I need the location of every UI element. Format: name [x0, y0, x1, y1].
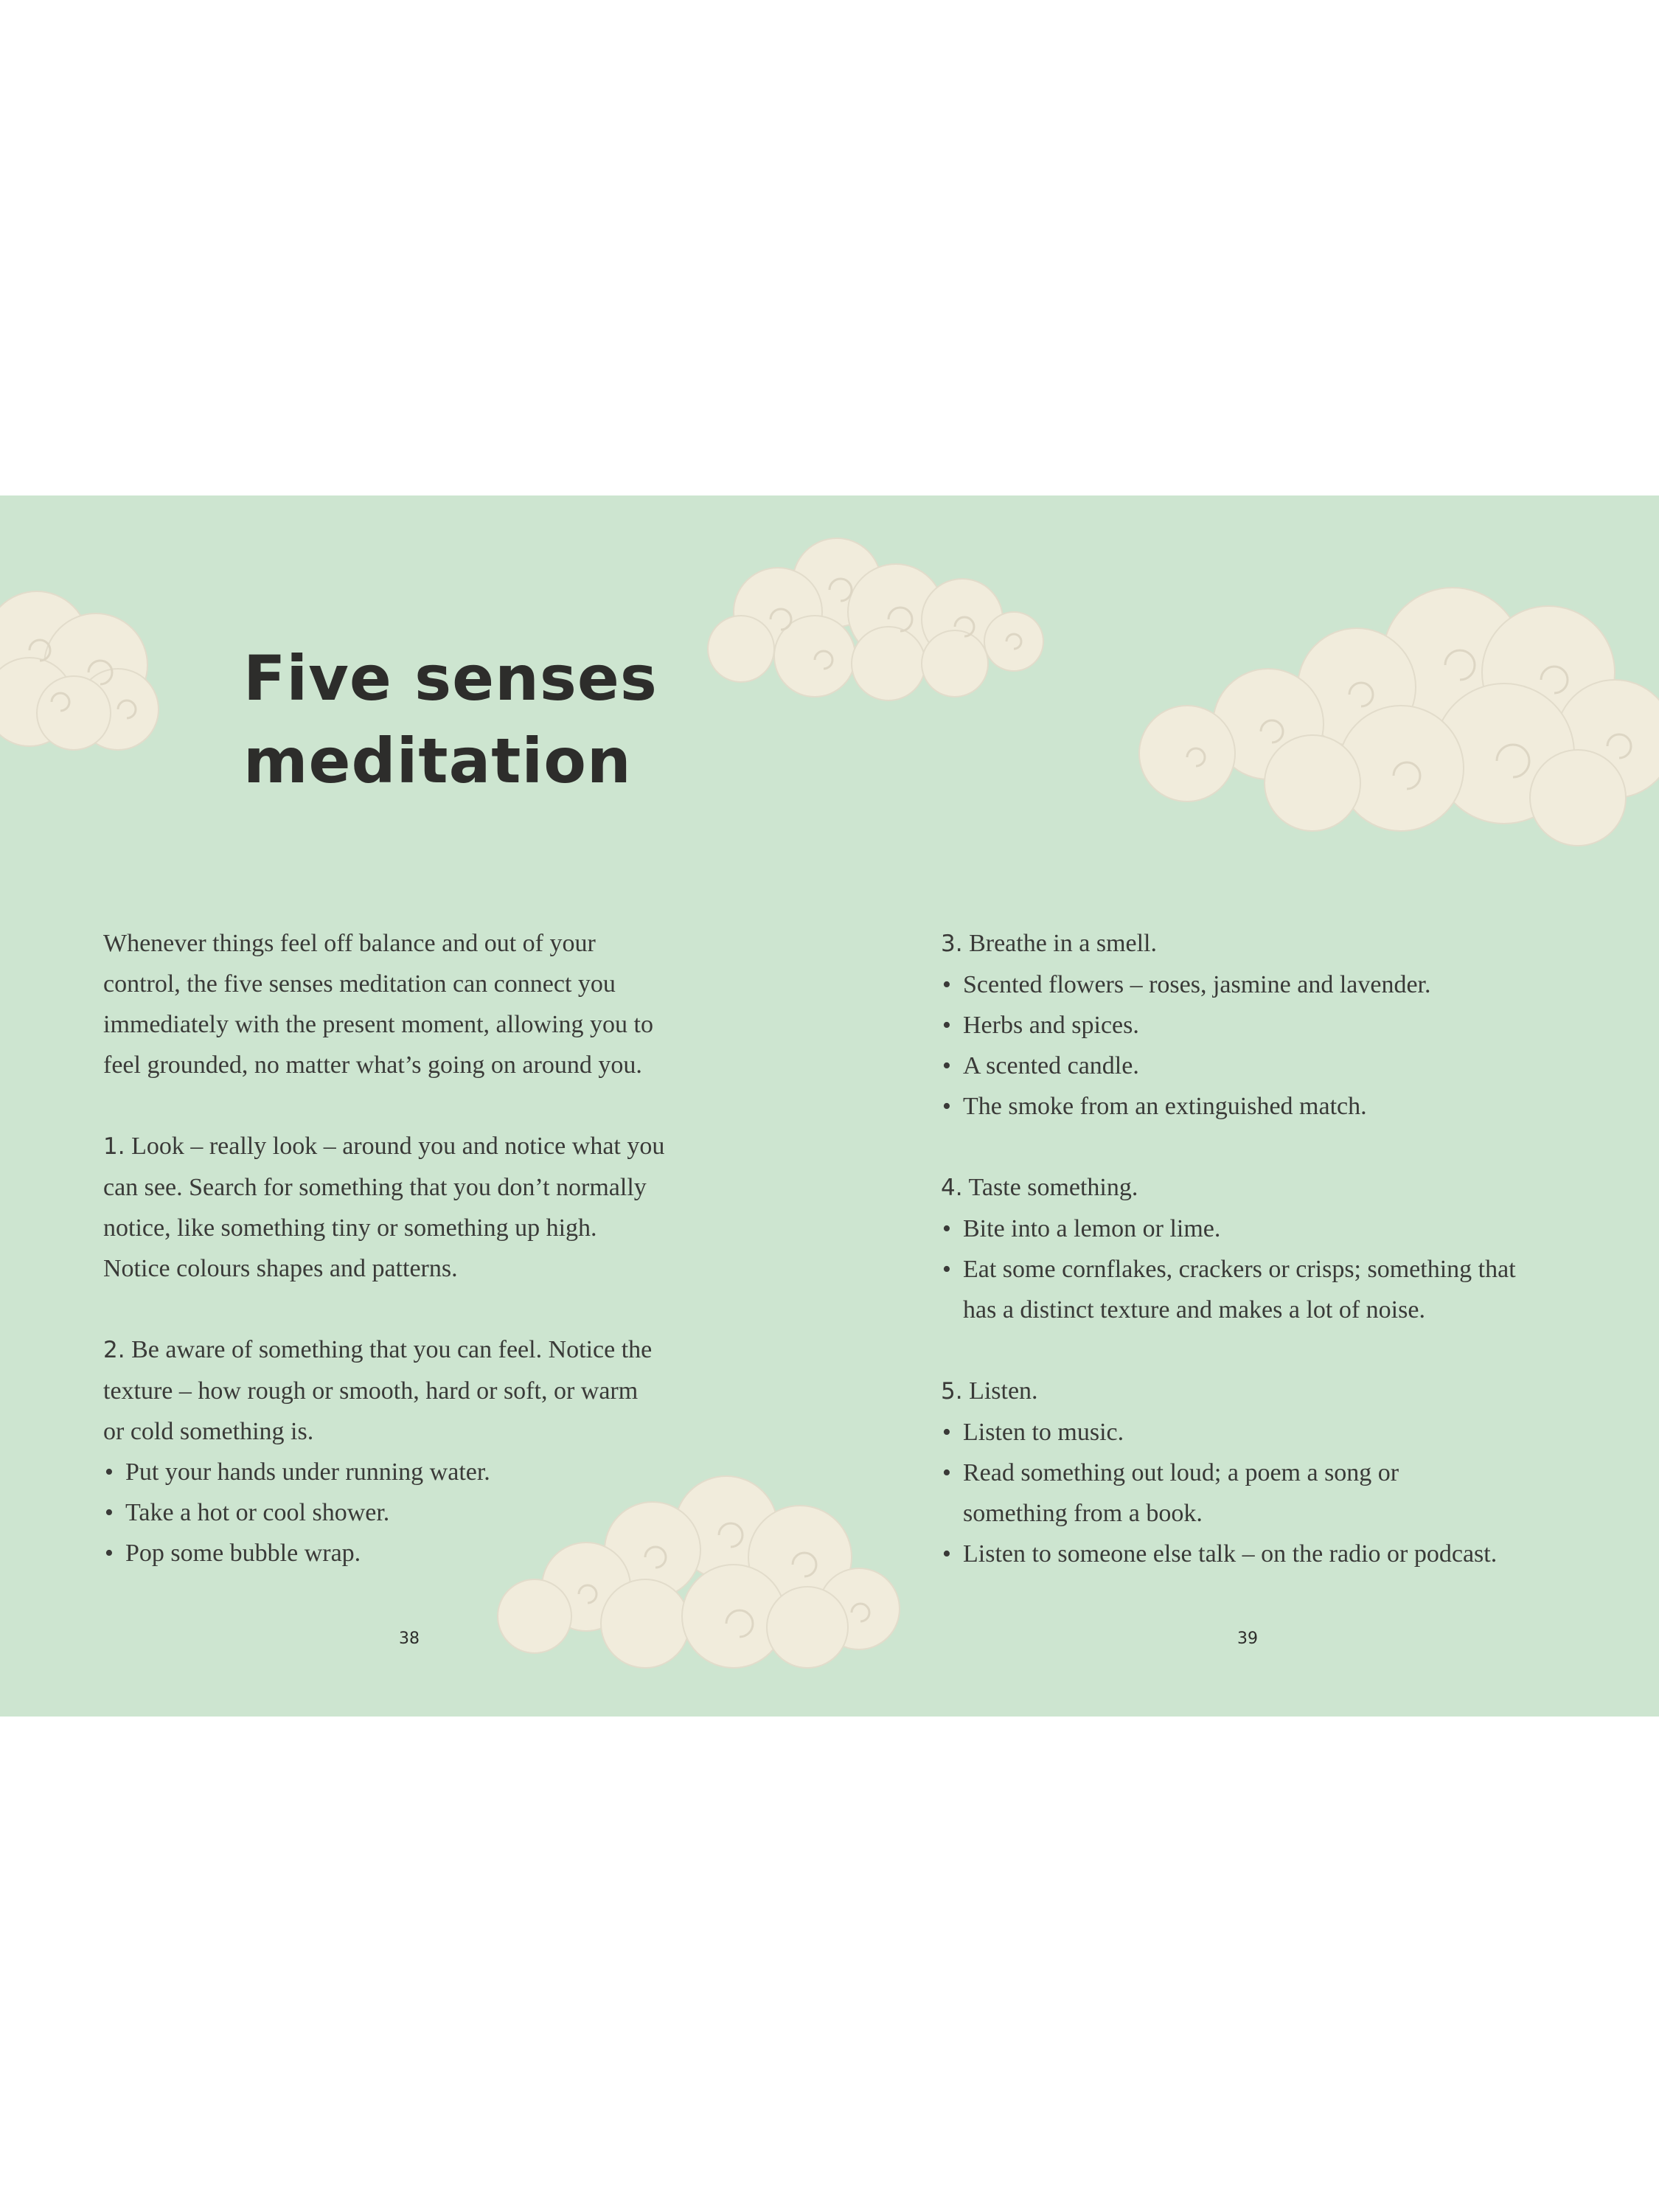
- step-number: 1.: [103, 1133, 125, 1160]
- title-line-2: meditation: [243, 725, 632, 797]
- list-item: • Herbs and spices.: [941, 1005, 1604, 1046]
- step-1-line: can see. Search for something that you don’t normally: [103, 1174, 647, 1201]
- list-item: • Pop some bubble wrap.: [103, 1533, 737, 1573]
- right-page-body: [941, 923, 1604, 1574]
- cloud-illustration-right: [1106, 577, 1659, 857]
- page-number-left: 38: [399, 1630, 420, 1648]
- step-number: 5.: [941, 1378, 963, 1405]
- list-item: • Take a hot or cool shower.: [103, 1492, 737, 1533]
- book-spread: [0, 495, 1659, 1717]
- step-3-heading: 3. Breathe in a smell.: [941, 930, 1157, 957]
- step-5-heading: 5. Listen.: [941, 1377, 1038, 1405]
- step-number: 2.: [103, 1337, 125, 1363]
- list-item: • A scented candle.: [941, 1046, 1604, 1086]
- step-1-line: 1. Look – really look – around you and notice what you: [103, 1133, 665, 1160]
- list-item: • Listen to music.: [941, 1412, 1604, 1453]
- page-title: [243, 637, 686, 802]
- step-2-line: 2. Be aware of something that you can feel. Notice the: [103, 1336, 653, 1363]
- cloud-illustration-left: [0, 584, 184, 754]
- list-item: • Read something out loud; a poem a song or something from a book.: [941, 1453, 1479, 1534]
- list-item: • Listen to someone else talk – on the radio or podcast.: [941, 1534, 1604, 1574]
- intro-line: Whenever things feel off balance and out of your: [103, 930, 596, 957]
- step-number: 4.: [941, 1175, 963, 1201]
- step-2-line: or cold something is.: [103, 1418, 314, 1445]
- title-line-1: Five senses: [243, 642, 658, 714]
- cloud-illustration-top: [697, 531, 1065, 708]
- intro-line: control, the five senses meditation can connect you: [103, 970, 616, 998]
- list-item: • Scented flowers – roses, jasmine and lavender.: [941, 964, 1604, 1005]
- step-4-heading: 4. Taste something.: [941, 1174, 1138, 1201]
- intro-line: immediately with the present moment, allowing you to: [103, 1011, 653, 1038]
- page-number-right: 39: [1237, 1630, 1258, 1648]
- step-1-line: Notice colours shapes and patterns.: [103, 1255, 458, 1282]
- list-item: • Eat some cornflakes, crackers or crisps; something that has a distinct texture and makes a lot of noise.: [941, 1249, 1545, 1330]
- list-item: • Put your hands under running water.: [103, 1452, 737, 1492]
- left-page-body: [103, 923, 737, 1573]
- list-item: • The smoke from an extinguished match.: [941, 1086, 1604, 1127]
- intro-line: feel grounded, no matter what’s going on around you.: [103, 1051, 642, 1079]
- step-1-line: notice, like something tiny or something up high.: [103, 1214, 597, 1242]
- list-item: • Bite into a lemon or lime.: [941, 1208, 1604, 1249]
- step-number: 3.: [941, 931, 963, 957]
- step-2-line: texture – how rough or smooth, hard or soft, or warm: [103, 1377, 639, 1405]
